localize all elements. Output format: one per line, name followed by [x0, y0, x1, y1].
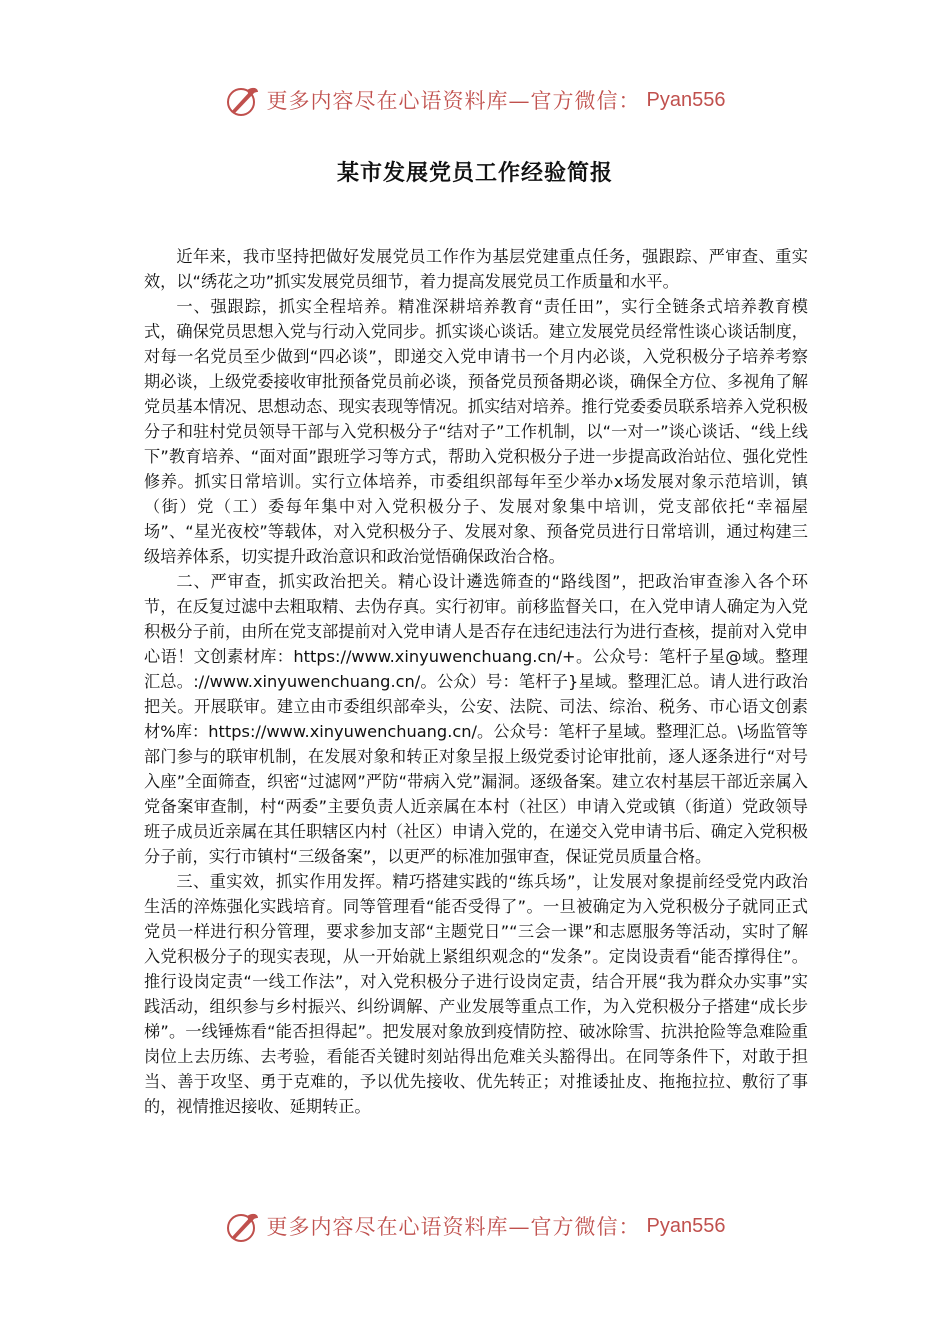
- paragraph-section-1: 一、强跟踪，抓实全程培养。精准深耕培养教育“责任田”，实行全链条式培养教育模式，确保党员思想入党与行动入党同步。抓实谈心谈话。建立发展党员经常性谈心谈话制度，对每一名党员至少做到“四必谈”，即递交入党申请书一个月内必谈，入党积极分子培养考察期必谈，上级党委接收审批预备党员前必谈，预备党员预备期必谈，确保全方位、多视角了解党员基本情况、思想动态、现实表现等情况。抓实结对培养。推行党委委员联系培养入党积极分子和驻村党员领导干部与入党积极分子“结对子”工作机制，以“一对一”谈心谈话、“线上线下”教育培养、“面对面”跟班学习等方式，帮助入党积极分子进一步提高政治站位、强化党性修养。抓实日常培训。实行立体培养，市委组织部每年至少举办x场发展对象示范培训，镇（街）党（工）委每年集中对入党积极分子、发展对象集中培训，党支部依托“幸福屋场”、“星光夜校”等载体，对入党积极分子、发展对象、预备党员进行日常培训，通过构建三级培养体系，切实提升政治意识和政治觉悟确保政治合格。: [144, 297, 808, 566]
- header-banner: [0, 82, 950, 126]
- paragraph-section-3: 三、重实效，抓实作用发挥。精巧搭建实践的“练兵场”，让发展对象提前经受党内政治生活的淬炼强化实践培育。同等管理看“能否受得了”。一旦被确定为入党积极分子就同正式党员一样进行积分管理，要求参加支部“主题党日”“三会一课”和志愿服务等活动，实时了解入党积极分子的现实表现，从一开始就上紧组织观念的“发条”。定岗设责看“能否撑得住”。推行设岗定责“一线工作法”，对入党积极分子进行设岗定责，结合开展“我为群众办实事”实践活动，组织参与乡村振兴、纠纷调解、产业发展等重点工作，为入党积极分子搭建“成长步梯”。一线锤炼看“能否担得起”。把发展对象放到疫情防控、破冰除雪、抗洪抢险等急难险重岗位上去历练、去考验，看能否关键时刻站得出危难关头豁得出。在同等条件下，对敢于担当、善于攻坚、勇于克难的，予以优先接收、优先转正；对推诿扯皮、拖拖拉拉、敷衍了事的，视情推迟接收、延期转正。: [144, 872, 808, 1116]
- paragraph-section-2: 二、严审查，抓实政治把关。精心设计遴选筛查的“路线图”，把政治审查渗入各个环节，在反复过滤中去粗取精、去伪存真。实行初审。前移监督关口，在入党申请人确定为入党积极分子前，由所在党支部提前对入党申请人是否存在违纪违法行为进行查核，提前对入党申心语！文创素材库：https://www.xinyuwenchuang.cn/+。公众号：笔杆子星@域。整理汇总。://www.xinyuwenchuang.cn/。公众）号：笔杆子}星域。整理汇总。请人进行政治把关。开展联审。建立由市委组织部牵头，公安、法院、司法、综治、税务、市心语文创素材%库：https://www.xinyuwenchuang.cn/。公众号：笔杆子星域。整理汇总。\场监管等部门参与的联审机制，在发展对象和转正对象呈报上级党委讨论审批前，逐人逐条进行“对号入座”全面筛查，织密“过滤网”严防“带病入党”漏洞。逐级备案。建立农村基层干部近亲属入党备案审查制，村“两委”主要负责人近亲属在本村（社区）申请入党或镇（街道）党政领导班子成员近亲属在其任职辖区内村（社区）申请入党的，在递交入党申请书后、确定入党积极分子前，实行市镇村“三级备案”，以更严的标准加强审查，保证党员质量合格。: [144, 572, 808, 866]
- footer-banner: [0, 1208, 950, 1252]
- banner-wechat-id: Pyan556: [646, 1214, 726, 1237]
- quill-logo-icon: [225, 1208, 261, 1244]
- banner-text: 更多内容尽在心语资料库—官方微信：: [266, 89, 641, 113]
- banner-wechat-id: Pyan556: [646, 88, 726, 111]
- banner-text: 更多内容尽在心语资料库—官方微信：: [266, 1215, 641, 1239]
- document-title: 某市发展党员工作经验简报: [336, 161, 613, 186]
- paragraph-intro: 近年来，我市坚持把做好发展党员工作作为基层党建重点任务，强跟踪、严审查、重实效，以“绣花之功”抓实发展党员细节，着力提高发展党员工作质量和水平。: [144, 247, 808, 291]
- quill-logo-icon: [225, 82, 261, 118]
- document-body: [144, 244, 808, 1119]
